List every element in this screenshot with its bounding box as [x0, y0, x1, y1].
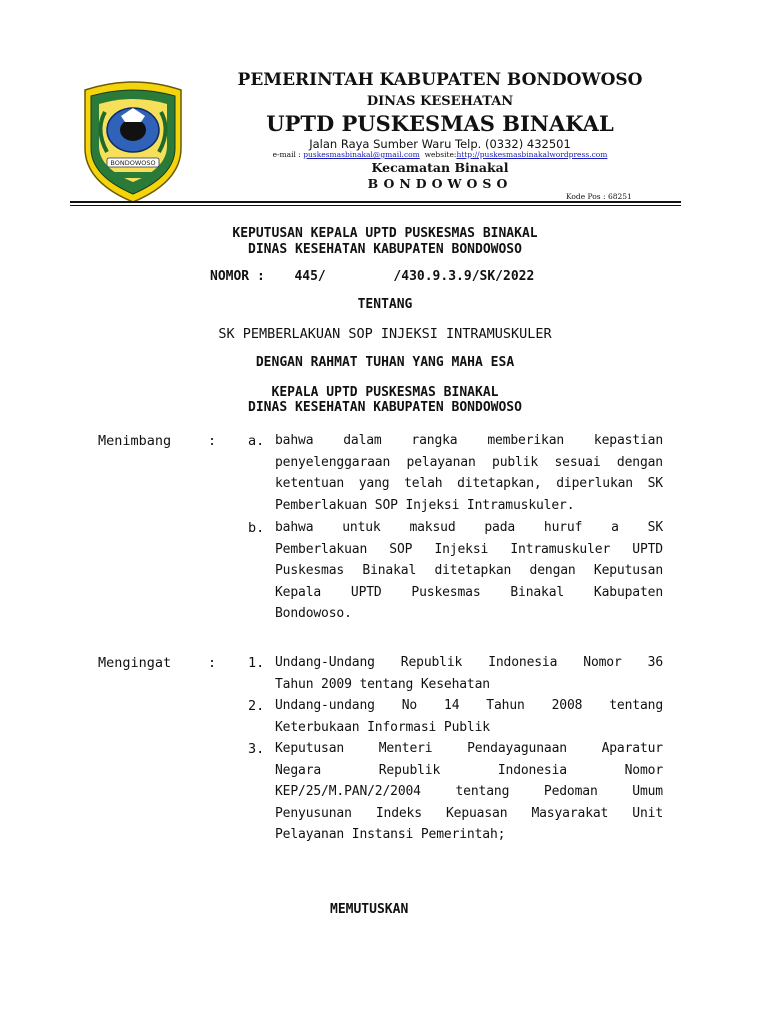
mengingat-item-2: [275, 695, 663, 738]
letterhead-district: Kecamatan Binakal: [371, 160, 509, 175]
paragraph-line: Keputusan Menteri Pendayagunaan Aparatur: [275, 741, 663, 756]
paragraph-line: Undang-Undang Republik Indonesia Nomor 36: [275, 655, 663, 670]
letterhead-contact: [180, 150, 700, 159]
paragraph-line: Penyusunan Indeks Kepuasan Masyarakat Unit: [275, 805, 663, 821]
postal-code: Kode Pos : 68251: [566, 192, 632, 201]
email-link[interactable]: puskesmasbinakal@gmail.com: [303, 150, 420, 159]
website-link[interactable]: http://puskesmasbinakalwordpress.com: [456, 150, 608, 159]
decree-number-prefix: 445/: [294, 269, 326, 284]
paragraph-line: Pemberlakuan SOP Injeksi Intramuskuler.: [275, 497, 575, 513]
paragraph-line: Keterbukaan Informasi Publik: [275, 719, 490, 735]
mengingat-colon: :: [208, 655, 217, 671]
decree-number-suffix: /430.9.3.9/SK/2022: [393, 269, 535, 284]
mengingat-item-marker: 1.: [248, 655, 265, 671]
paragraph-line: bahwa untuk maksud pada huruf a SK: [275, 520, 663, 535]
decree-title-line2: DINAS KESEHATAN KABUPATEN BONDOWOSO: [248, 242, 522, 257]
paragraph-line: bahwa dalam rangka memberikan kepastian: [275, 433, 663, 448]
paragraph-line: penyelenggaraan pelayanan publik sesuai dengan: [275, 454, 663, 470]
paragraph-line: KEP/25/M.PAN/2/2004 tentang Pedoman Umum: [275, 784, 663, 800]
bondowoso-regency-emblem-logo: [77, 78, 189, 204]
invocation-heading: DENGAN RAHMAT TUHAN YANG MAHA ESA: [255, 355, 515, 370]
menimbang-colon: :: [208, 433, 217, 449]
paragraph-line: Kepala UPTD Puskesmas Binakal Kabupaten: [275, 584, 663, 600]
decree-title-line1: KEPUTUSAN KEPALA UPTD PUSKESMAS BINAKAL: [232, 226, 538, 241]
letterhead-divider-thin: [70, 205, 681, 206]
official-heading-line2: DINAS KESEHATAN KABUPATEN BONDOWOSO: [248, 400, 522, 415]
mengingat-label: Mengingat: [98, 655, 172, 671]
letterhead-divider-thick: [70, 201, 681, 203]
menimbang-item-b: [275, 517, 663, 625]
letterhead-department: DINAS KESEHATAN: [366, 94, 514, 109]
paragraph-line: Pelayanan Instansi Pemerintah;: [275, 827, 506, 843]
paragraph-line: ketentuan yang telah ditetapkan, diperlukan SK: [275, 476, 663, 492]
decree-subject: SK PEMBERLAKUAN SOP INJEKSI INTRAMUSKULER: [218, 326, 552, 342]
logo-banner-text: BONDOWOSO: [110, 159, 156, 167]
mengingat-item-1: [275, 652, 663, 695]
letterhead-institution: UPTD PUSKESMAS BINAKAL: [266, 111, 614, 136]
decree-number-label: NOMOR :: [210, 269, 265, 284]
letterhead-city: BONDOWOSO: [367, 176, 513, 191]
mengingat-item-marker: 3.: [248, 741, 265, 757]
paragraph-line: Puskesmas Binakal ditetapkan dengan Keputusan: [275, 563, 663, 579]
tentang-heading: TENTANG: [357, 297, 413, 312]
email-label: e-mail :: [272, 150, 304, 159]
paragraph-line: Bondowoso.: [275, 606, 352, 622]
mengingat-item-marker: 2.: [248, 698, 265, 714]
paragraph-line: Pemberlakuan SOP Injeksi Intramuskuler UPTD: [275, 541, 663, 557]
menimbang-item-marker: b.: [248, 520, 265, 536]
paragraph-line: Undang-undang No 14 Tahun 2008 tentang: [275, 698, 663, 713]
mengingat-item-3: [275, 738, 663, 846]
decree-number: [210, 269, 534, 284]
letterhead-address: Jalan Raya Sumber Waru Telp. (0332) 432501: [309, 137, 571, 151]
official-heading-line1: KEPALA UPTD PUSKESMAS BINAKAL: [271, 385, 499, 400]
memutuskan-heading: MEMUTUSKAN: [330, 902, 409, 917]
paragraph-line: Tahun 2009 tentang Kesehatan: [275, 676, 490, 692]
menimbang-item-marker: a.: [248, 433, 265, 449]
menimbang-item-a: [275, 430, 663, 516]
letterhead-government-name: PEMERINTAH KABUPATEN BONDOWOSO: [237, 70, 643, 90]
paragraph-line: Negara Republik Indonesia Nomor: [275, 762, 663, 778]
website-label: website:: [424, 150, 457, 159]
menimbang-label: Menimbang: [98, 433, 172, 449]
